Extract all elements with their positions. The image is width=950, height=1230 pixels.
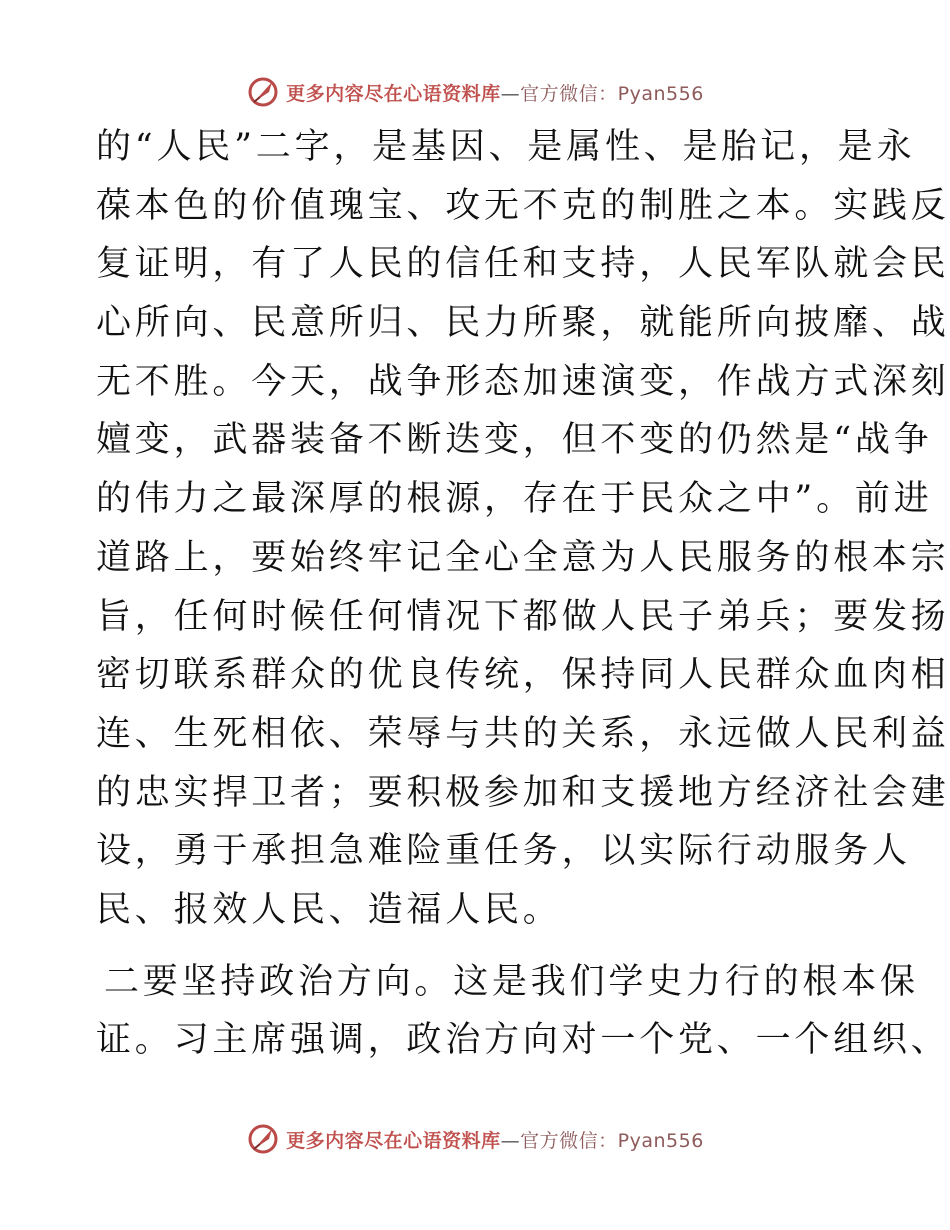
quill-logo-icon — [246, 1122, 280, 1156]
text-line: 复证明，有了人民的信任和支持，人民军队就会民 — [96, 244, 950, 285]
dash: — — [500, 82, 521, 105]
text-line: 的忠实捍卫者；要积极参加和支援地方经济社会建 — [96, 772, 950, 813]
text-line: 连、生死相依、荣辱与共的关系，永远做人民利益 — [96, 713, 950, 754]
header-banner — [0, 70, 950, 114]
header-banner-text — [286, 79, 704, 106]
text-line: 证。习主席强调，政治方向对一个党、一个组织、 — [96, 1020, 950, 1061]
paragraph — [96, 118, 950, 940]
text-line: 道路上，要始终牢记全心全意为人民服务的根本宗 — [96, 537, 950, 578]
document-body — [96, 118, 950, 1070]
dash: — — [500, 1129, 521, 1152]
paragraph — [96, 953, 950, 1070]
wechat-text: 官方微信：Pyan556 — [520, 1129, 704, 1152]
text-line: 旨，任何时候任何情况下都做人民子弟兵；要发扬 — [96, 596, 950, 637]
text-line: 嬗变，武器装备不断迭变，但不变的仍然是“战争 — [96, 420, 933, 461]
footer-banner — [0, 1117, 950, 1161]
text-line: 无不胜。今天，战争形态加速演变，作战方式深刻 — [96, 361, 950, 402]
text-line: 设，勇于承担急难险重任务，以实际行动服务人 — [96, 831, 911, 872]
text-line: 二要坚持政治方向。这是我们学史力行的根本保 — [104, 961, 919, 1002]
quill-logo-icon — [246, 75, 280, 109]
site-text: 更多内容尽在心语资料库 — [286, 82, 501, 105]
text-line: 民、报效人民、造福人民。 — [96, 889, 562, 930]
text-line: 密切联系群众的优良传统，保持同人民群众血肉相 — [96, 655, 950, 696]
site-text: 更多内容尽在心语资料库 — [286, 1129, 501, 1152]
wechat-text: 官方微信：Pyan556 — [520, 82, 704, 105]
text-line: 葆本色的价值瑰宝、攻无不克的制胜之本。实践反 — [96, 185, 950, 226]
text-line: 心所向、民意所归、民力所聚，就能所向披靡、战 — [96, 303, 950, 344]
text-line: 的伟力之最深厚的根源，存在于民众之中”。前进 — [96, 479, 933, 520]
footer-banner-text — [286, 1126, 704, 1153]
text-line: 的“人民”二字，是基因、是属性、是胎记，是永 — [96, 127, 916, 167]
